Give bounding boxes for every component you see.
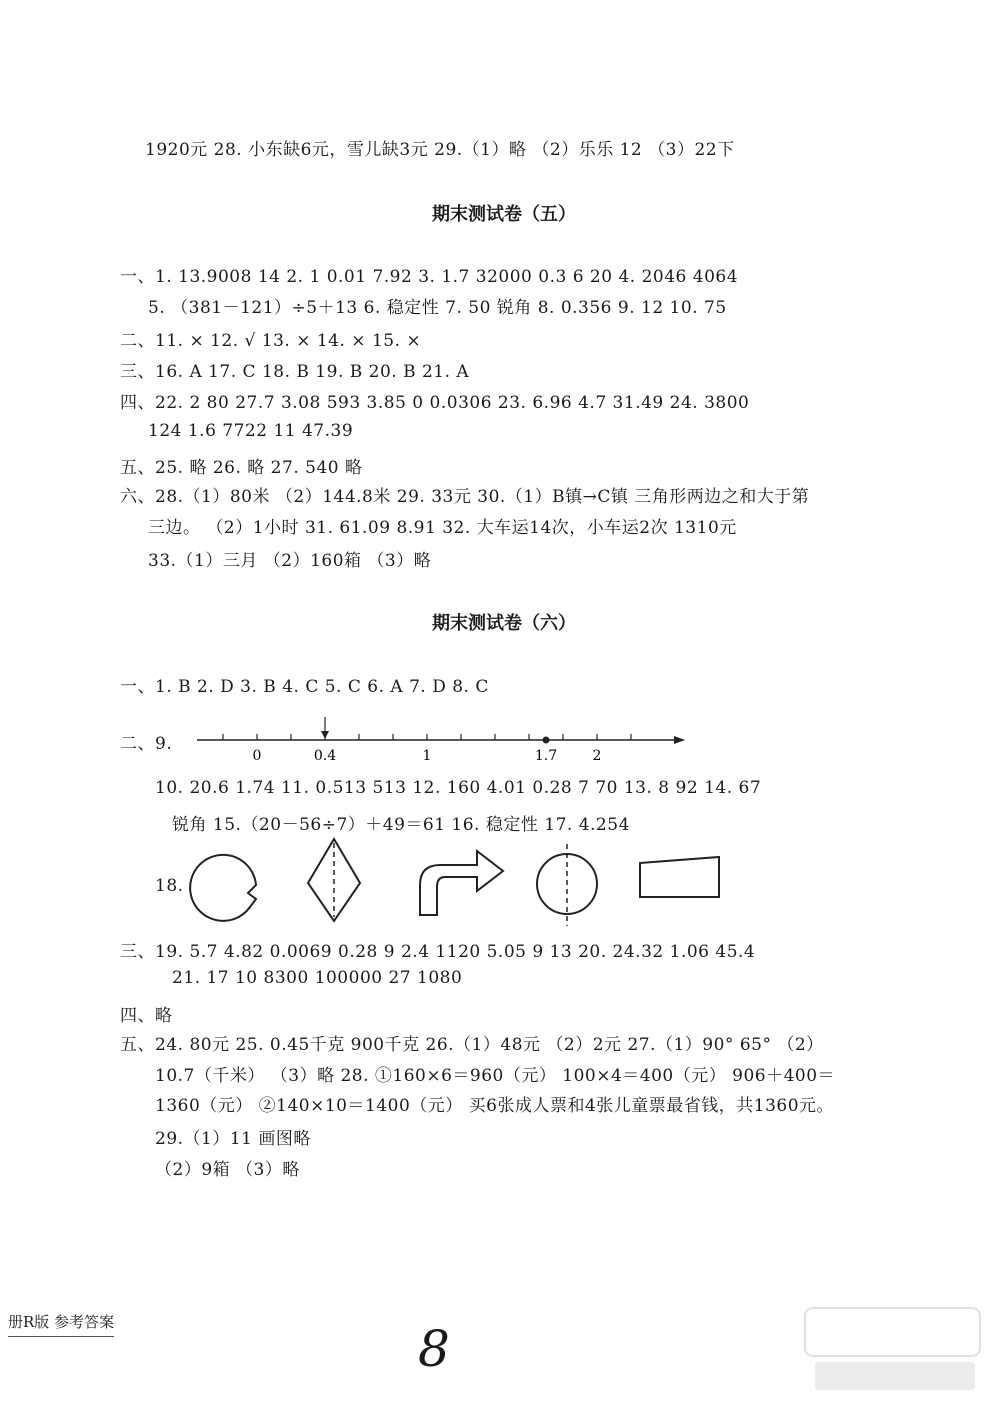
section5-line-6: 124 1.6 7722 11 47.39 — [148, 421, 354, 441]
section6-line-10: 10.7（千米） （3）略 28. ①160×6＝960（元） 100×4＝400（元） 906＋400＝ — [155, 1066, 836, 1086]
section6-line-7: 21. 17 10 8300 100000 27 1080 — [172, 968, 463, 988]
section5-line-2: 5. （381－121）÷5＋13 6. 稳定性 7. 50 锐角 8. 0.356 9. 12 10. 75 — [148, 298, 727, 318]
top-answer-line: 1920元 28. 小东缺6元，雪儿缺3元 29.（1）略 （2）乐乐 12 （3）22下 — [145, 140, 735, 160]
section6-line-4: 锐角 15.（20－56÷7）＋49＝61 16. 稳定性 17. 4.254 — [172, 815, 630, 835]
number-line-label-1: 1 — [422, 748, 432, 764]
number-line-arrowhead — [674, 736, 685, 744]
section6-line-12: 29.（1）11 画图略 — [155, 1129, 311, 1149]
section5-line-7: 五、25. 略 26. 略 27. 540 略 — [120, 458, 363, 478]
section6-line-5: 18. — [155, 876, 184, 896]
section5-line-5: 四、22. 2 80 27.7 3.08 593 3.85 0 0.0306 23. 6.96 4.7 31.49 24. 3800 — [120, 393, 750, 413]
footer-label — [8, 1311, 114, 1337]
shape-quadrilateral — [635, 853, 725, 903]
section5-title: 期末测试卷（五） — [432, 204, 576, 225]
section5-line-10: 33.（1）三月 （2）160箱 （3）略 — [148, 551, 432, 571]
section5-line-8: 六、28.（1）80米 （2）144.8米 29. 33元 30.（1）B镇→C镇 三角形两边之和大于第 — [120, 487, 810, 507]
section6-line-6: 三、19. 5.7 4.82 0.0069 0.28 9 2.4 1120 5.05 9 13 20. 24.32 1.06 45.4 — [120, 942, 756, 962]
section6-line-11: 1360（元） ②140×10＝1400（元） 买6张成人票和4张儿童票最省钱，共1360元。 — [155, 1096, 835, 1116]
shape-circle-dashed — [533, 840, 603, 930]
shape-circle-notch — [188, 845, 268, 925]
number-line-dot — [543, 737, 550, 744]
section6-title: 期末测试卷（六） — [432, 613, 576, 634]
section5-line-1: 一、1. 13.9008 14 2. 1 0.01 7.92 3. 1.7 32000 0.3 6 20 4. 2046 4064 — [120, 267, 739, 287]
number-line-label-1.7: 1.7 — [534, 748, 558, 764]
section6-line-2: 二、9. — [120, 734, 173, 754]
number-line-marker-head — [321, 731, 329, 739]
number-line-label-2: 2 — [592, 748, 602, 764]
number-line-ticks — [223, 734, 631, 740]
page-number: 8 — [418, 1320, 450, 1378]
footer-text: 册R版 参考答案 — [8, 1313, 115, 1331]
number-line-label-0: 0 — [252, 748, 262, 764]
section5-line-9: 三边。 （2）1小时 31. 61.09 8.91 32. 大车运14次，小车运2次 1310元 — [148, 518, 737, 538]
section6-line-1: 一、1. B 2. D 3. B 4. C 5. C 6. A 7. D 8. C — [120, 677, 489, 697]
number-line-label-0.4: 0.4 — [313, 748, 337, 764]
shape-rhombus — [304, 835, 364, 925]
section6-line-13: （2）9箱 （3）略 — [155, 1160, 300, 1180]
watermark-logo — [800, 1300, 990, 1400]
shape-curved-arrow — [415, 845, 510, 920]
section5-line-3: 二、11. × 12. √ 13. × 14. × 15. × — [120, 331, 422, 351]
section5-line-4: 三、16. A 17. C 18. B 19. B 20. B 21. A — [120, 362, 470, 382]
section6-line-8: 四、略 — [120, 1006, 173, 1026]
section6-line-3: 10. 20.6 1.74 11. 0.513 513 12. 160 4.01 0.28 7 70 13. 8 92 14. 67 — [155, 778, 762, 798]
section6-line-9: 五、24. 80元 25. 0.45千克 900千克 26.（1）48元 （2）2元 27.（1）90° 65° （2） — [120, 1035, 824, 1055]
number-line-figure — [195, 715, 695, 775]
